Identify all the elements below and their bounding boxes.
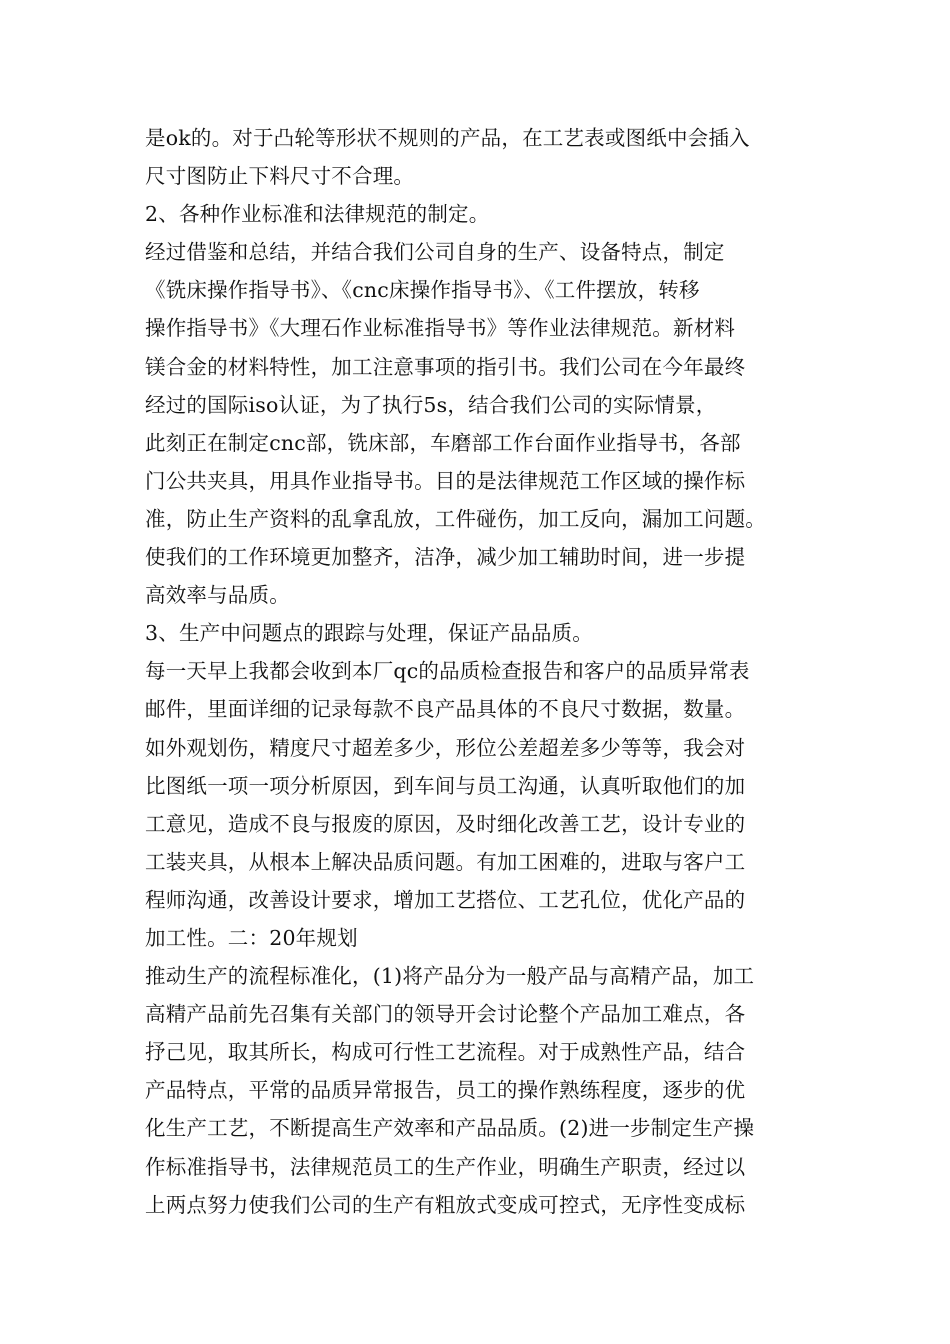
text-line: 化生产工艺，不断提高生产效率和产品品质。(2)进一步制定生产操 — [145, 1116, 755, 1141]
text-line: 每一天早上我都会收到本厂qc的品质检查报告和客户的品质异常表 — [145, 659, 750, 684]
text-line: 此刻正在制定cnc部，铣床部，车磨部工作台面作业指导书，各部 — [145, 430, 741, 455]
text-line: 推动生产的流程标准化，(1)将产品分为一般产品与高精产品，加工 — [145, 964, 755, 989]
text-line: 准，防止生产资料的乱拿乱放，工件碰伤，加工反向，漏加工问题。 — [145, 506, 766, 531]
text-line: 《铣床操作指导书》、《cnc床操作指导书》、《工件摆放，转移 — [145, 278, 700, 303]
text-line: 是ok的。对于凸轮等形状不规则的产品，在工艺表或图纸中会插入 — [145, 126, 750, 150]
document-body — [145, 119, 945, 1224]
text-line: 程师沟通，改善设计要求，增加工艺搭位、工艺孔位，优化产品的 — [145, 887, 746, 912]
text-line: 操作指导书》《大理石作业标准指导书》等作业法律规范。新材料 — [145, 316, 736, 341]
text-line: 工意见，造成不良与报废的原因，及时细化改善工艺，设计专业的 — [145, 811, 746, 836]
text-line: 经过借鉴和总结，并结合我们公司自身的生产、设备特点，制定 — [145, 240, 725, 265]
text-line: 门公共夹具，用具作业指导书。目的是法律规范工作区域的操作标 — [145, 468, 746, 493]
section-heading: 3、生产中问题点的跟踪与处理，保证产品品质。 — [145, 621, 593, 646]
text-line: 工装夹具，从根本上解决品质问题。有加工困难的，进取与客户工 — [145, 849, 746, 874]
section-heading: 2、各种作业标准和法律规范的制定。 — [145, 202, 490, 227]
text-line: 抒己见，取其所长，构成可行性工艺流程。对于成熟性产品，结合 — [145, 1040, 746, 1065]
text-line: 镁合金的材料特性，加工注意事项的指引书。我们公司在今年最终 — [145, 354, 746, 379]
text-line: 经过的国际iso认证，为了执行5s，结合我们公司的实际情景， — [145, 392, 717, 417]
text-line: 作标准指导书，法律规范员工的生产作业，明确生产职责，经过以 — [145, 1154, 746, 1179]
text-line: 高效率与品质。 — [145, 583, 290, 608]
text-line: 加工性。二：20年规划 — [145, 925, 358, 950]
text-line: 如外观划伤，精度尺寸超差多少，形位公差超差多少等等，我会对 — [145, 735, 746, 760]
text-line: 尺寸图防止下料尺寸不合理。 — [145, 164, 415, 189]
text-line: 上两点努力使我们公司的生产有粗放式变成可控式，无序性变成标 — [145, 1192, 746, 1217]
text-line: 产品特点，平常的品质异常报告，员工的操作熟练程度，逐步的优 — [145, 1078, 746, 1103]
text-line: 比图纸一项一项分析原因，到车间与员工沟通，认真听取他们的加 — [145, 773, 746, 798]
text-line: 高精产品前先召集有关部门的领导开会讨论整个产品加工难点，各 — [145, 1002, 746, 1027]
text-line: 使我们的工作环境更加整齐，洁净，减少加工辅助时间，进一步提 — [145, 545, 746, 570]
text-line: 邮件，里面详细的记录每款不良产品具体的不良尺寸数据，数量。 — [145, 697, 746, 722]
